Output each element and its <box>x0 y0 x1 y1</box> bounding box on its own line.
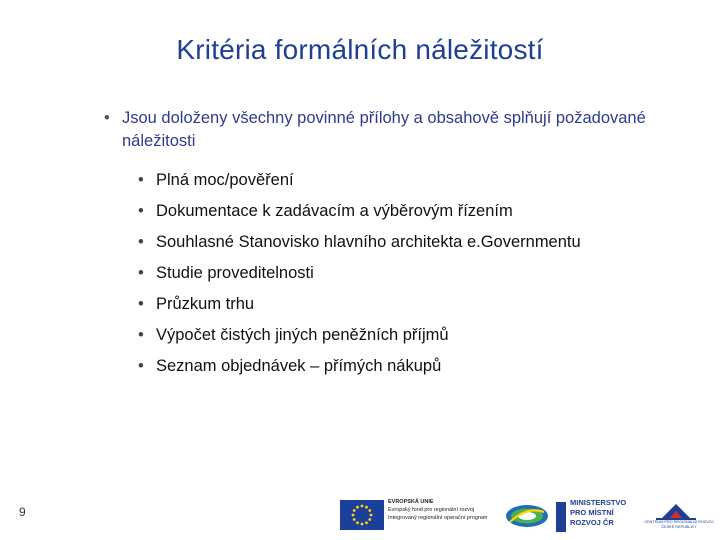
sub-bullet-item <box>104 258 664 289</box>
footer-logos <box>336 494 720 538</box>
crr-text-line: CENTRUM PRO REGIONÁLNÍ ROZVOJ <box>644 520 714 524</box>
eu-text-line: Evropský fond pro regionální rozvoj <box>388 507 475 513</box>
bullet-dot: • <box>138 264 144 282</box>
eu-logo-text <box>388 498 496 522</box>
iop-logo-icon <box>504 502 550 530</box>
crr-logo-text <box>638 520 720 529</box>
page-number: 9 <box>19 505 26 519</box>
main-bullet <box>104 107 664 153</box>
mmr-logo-mark <box>556 502 566 532</box>
sub-bullet-text: Výpočet čistých jiných peněžních příjmů <box>156 326 449 344</box>
sub-bullet-text: Souhlasné Stanovisko hlavního architekta e.Governmentu <box>156 233 581 251</box>
bullet-dot: • <box>138 357 144 375</box>
sub-bullet-item <box>104 320 664 351</box>
main-bullet-text: Jsou doloženy všechny povinné přílohy a obsahově splňují požadované náležitosti <box>122 109 646 150</box>
mmr-text-line: PRO MÍSTNÍ <box>570 508 614 517</box>
sub-bullet-item <box>104 165 664 196</box>
sub-bullet-item <box>104 289 664 320</box>
bullet-dot: • <box>138 295 144 313</box>
eu-text-line: Integrovaný regionální operační program <box>388 515 488 521</box>
sub-bullet-text: Studie proveditelnosti <box>156 264 314 282</box>
sub-bullet-item <box>104 351 664 382</box>
bullet-dot: • <box>104 109 110 127</box>
sub-bullet-item <box>104 196 664 227</box>
slide-title: Kritéria formálních náležitostí <box>176 34 544 65</box>
bullet-dot: • <box>138 326 144 344</box>
crr-text-line: ČESKÉ REPUBLIKY <box>661 524 697 529</box>
bullet-dot: • <box>138 171 144 189</box>
sub-bullet-text: Průzkum trhu <box>156 295 255 313</box>
mmr-text-line: MINISTERSTVO <box>570 498 627 507</box>
sub-bullet-text: Plná moc/pověření <box>156 171 294 189</box>
slide-content <box>104 107 664 382</box>
mmr-logo-text <box>570 498 626 528</box>
sub-bullet-list <box>104 165 664 382</box>
eu-flag-icon <box>340 500 384 530</box>
eu-text-line: EVROPSKÁ UNIE <box>388 499 434 505</box>
bullet-dot: • <box>138 202 144 220</box>
bullet-dot: • <box>138 233 144 251</box>
mmr-text-line: ROZVOJ ČR <box>570 518 614 527</box>
sub-bullet-text: Dokumentace k zadávacím a výběrovým řízením <box>156 202 513 220</box>
sub-bullet-item <box>104 227 664 258</box>
sub-bullet-text: Seznam objednávek – přímých nákupů <box>156 357 442 375</box>
